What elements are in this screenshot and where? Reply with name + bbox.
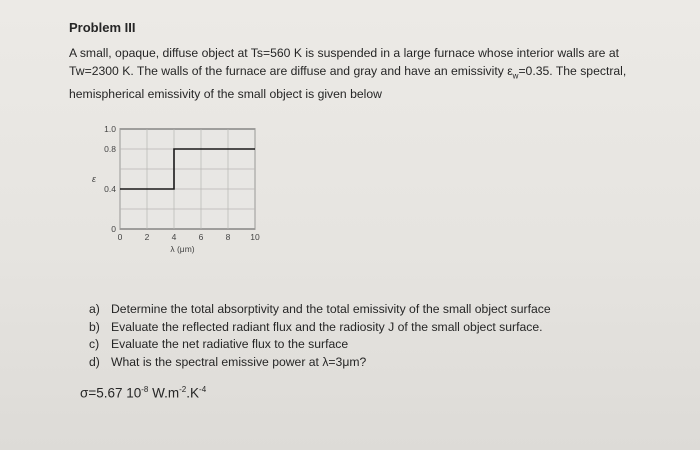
question-label: d) <box>89 354 100 369</box>
emissivity-chart-svg <box>80 118 270 258</box>
question-label: b) <box>89 319 100 334</box>
statement-line-1: A small, opaque, diffuse object at Ts=560 K is suspended in a large furnace whose interior walls are at <box>69 46 620 60</box>
question-b <box>89 319 551 337</box>
question-d <box>89 354 551 372</box>
question-text: What is the spectral emissive power at λ=3μm? <box>111 354 367 369</box>
question-list <box>89 301 551 371</box>
statement-line-2-text: Tw=2300 K. The walls of the furnace are diffuse and gray and have an emissivity ε <box>69 64 513 78</box>
plot-frame <box>120 129 255 229</box>
problem-statement <box>69 44 669 103</box>
statement-line-2 <box>69 62 669 85</box>
question-text: Evaluate the reflected radiant flux and the radiosity J of the small object surface. <box>111 319 543 334</box>
y-axis-label: ε <box>92 174 96 184</box>
x-tick-label: 4 <box>171 232 177 242</box>
x-tick-label: 10 <box>250 232 260 242</box>
sigma-unit-k: .K <box>186 385 200 401</box>
emissivity-subscript: w <box>512 71 519 81</box>
x-tick-label: 2 <box>144 232 150 242</box>
x-tick-label: 6 <box>198 232 204 242</box>
x-tick-label: 8 <box>225 232 231 242</box>
y-tick-label: 0.8 <box>104 144 116 154</box>
problem-title: Problem III <box>69 20 136 35</box>
sigma-exponent-m: -2 <box>179 385 187 394</box>
question-text: Evaluate the net radiative flux to the surface <box>111 337 349 352</box>
y-tick-label: 0.4 <box>104 184 116 194</box>
question-text: Determine the total absorptivity and the total emissivity of the small object surface <box>111 302 551 316</box>
stefan-boltzmann-constant <box>80 385 206 401</box>
x-tick-label: 0 <box>117 232 123 242</box>
question-label: c) <box>89 337 100 352</box>
sigma-base: σ=5.67 10 <box>80 385 142 401</box>
sigma-exponent-k: -4 <box>199 385 207 394</box>
x-axis-label: λ (μm) <box>170 244 195 254</box>
statement-line-3: hemispherical emissivity of the small object is given below <box>69 87 382 102</box>
question-label: a) <box>89 302 100 316</box>
y-tick-label: 1.0 <box>104 124 116 134</box>
statement-line-2-end: =0.35. The spectral, <box>518 64 627 78</box>
sigma-exponent: -8 <box>141 385 149 394</box>
question-a <box>89 301 551 319</box>
y-tick-label: 0 <box>111 224 116 234</box>
question-c <box>89 336 551 354</box>
emissivity-chart <box>80 118 270 258</box>
sigma-unit-m: W.m <box>148 385 180 401</box>
